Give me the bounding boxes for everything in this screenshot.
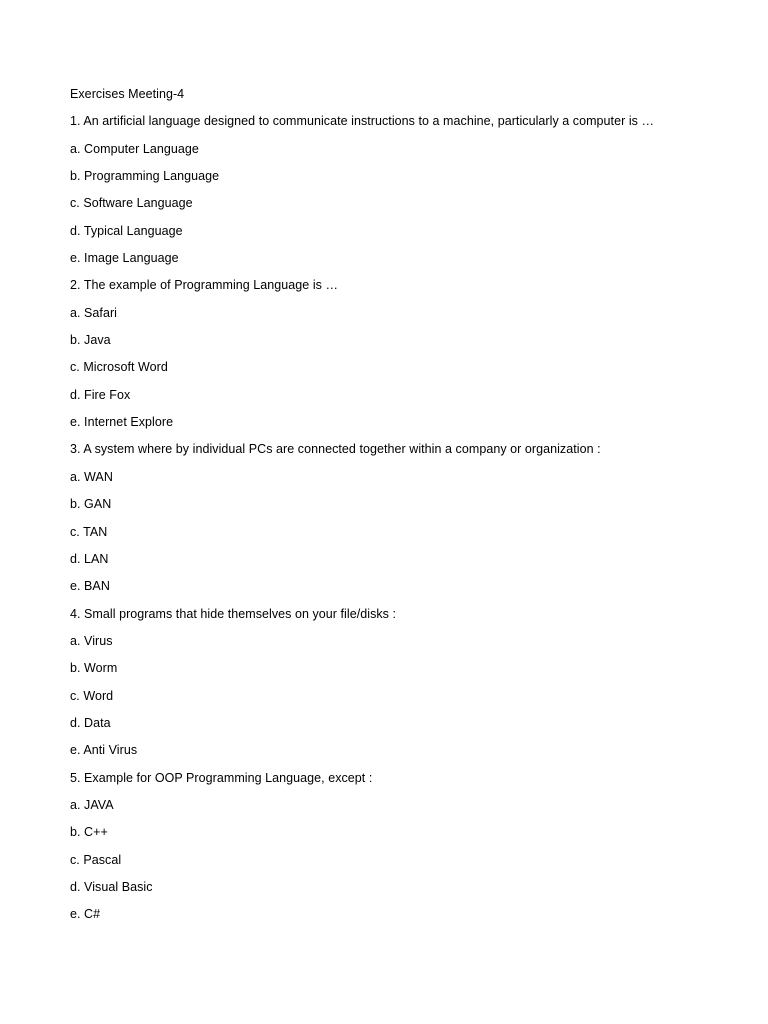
answer-option: b. Worm: [70, 661, 118, 676]
answer-option: e. Anti Virus: [70, 743, 138, 758]
answer-option: c. Pascal: [70, 852, 122, 867]
question-text: 4. Small programs that hide themselves on your file/disks :: [70, 606, 397, 621]
answer-option: e. Image Language: [70, 251, 179, 266]
question-block: [70, 441, 730, 595]
answer-option: d. Typical Language: [70, 223, 183, 238]
answer-option: e. BAN: [70, 579, 110, 594]
answer-option: e. Internet Explore: [70, 415, 174, 430]
answer-option: d. Fire Fox: [70, 387, 131, 402]
question-block: [70, 770, 730, 924]
answer-option: d. Visual Basic: [70, 879, 153, 894]
answer-option: c. Microsoft Word: [70, 360, 168, 375]
question-text: 2. The example of Programming Language is …: [70, 278, 339, 293]
answer-option: a. WAN: [70, 469, 113, 484]
answer-option: a. Virus: [70, 633, 113, 648]
answer-option: c. TAN: [70, 524, 108, 539]
answer-option: c. Word: [70, 688, 114, 703]
question-text: 5. Example for OOP Programming Language, except :: [70, 770, 373, 785]
answer-option: b. Java: [70, 333, 111, 348]
document-body: [70, 86, 730, 934]
answer-option: c. Software Language: [70, 196, 193, 211]
answer-option: b. Programming Language: [70, 169, 220, 184]
question-block: [70, 277, 730, 431]
question-text: 3. A system where by individual PCs are connected together within a company or organization :: [70, 442, 601, 457]
answer-option: a. JAVA: [70, 797, 114, 812]
answer-option: e. C#: [70, 907, 101, 922]
question-block: [70, 113, 730, 267]
answer-option: d. Data: [70, 715, 111, 730]
answer-option: a. Computer Language: [70, 141, 199, 156]
question-block: [70, 606, 730, 760]
answer-option: d. LAN: [70, 551, 109, 566]
document-title: Exercises Meeting-4: [70, 87, 185, 101]
answer-option: a. Safari: [70, 305, 118, 320]
question-text: 1. An artificial language designed to communicate instructions to a machine, particularly a computer is …: [70, 114, 655, 129]
answer-option: b. C++: [70, 825, 108, 840]
answer-option: b. GAN: [70, 497, 112, 512]
